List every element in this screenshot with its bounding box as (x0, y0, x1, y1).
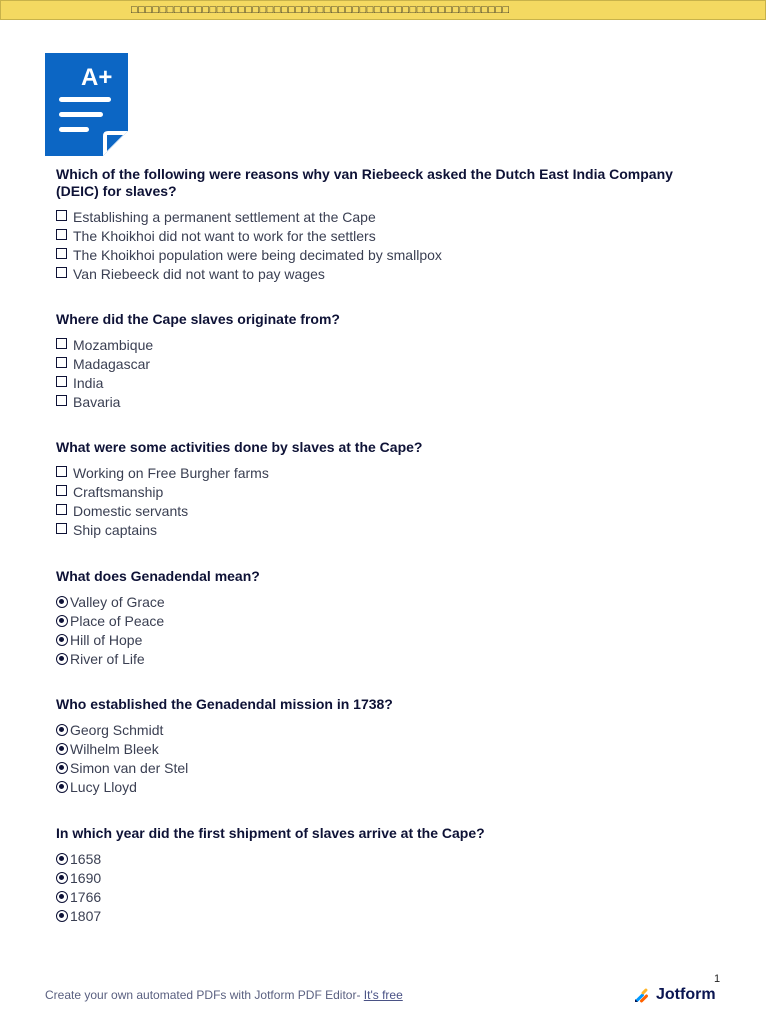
banner-text: □□□□□□□□□□□□□□□□□□□□□□□□□□□□□□□□□□□□□□□□□□□□□□□□□□□□□ (131, 4, 510, 16)
question-5 (56, 696, 696, 796)
option-label: Van Riebeeck did not want to pay wages (73, 265, 325, 282)
document-grade-a-plus-icon (45, 53, 128, 156)
checkbox-icon[interactable] (56, 210, 67, 221)
option-item[interactable] (56, 392, 696, 411)
logo-grade-text: A+ (81, 64, 113, 91)
checkbox-icon[interactable] (56, 376, 67, 387)
checkbox-icon[interactable] (56, 466, 67, 477)
checkbox-icon[interactable] (56, 338, 67, 349)
option-item[interactable] (56, 739, 696, 758)
option-label: The Khoikhoi population were being decimated by smallpox (73, 246, 442, 263)
option-label: Hill of Hope (70, 631, 143, 648)
option-label: River of Life (70, 650, 145, 667)
option-label: Place of Peace (70, 612, 165, 629)
option-label: Lucy Lloyd (70, 778, 137, 795)
question-2 (56, 311, 696, 411)
radio-icon[interactable] (56, 781, 68, 793)
brand-name: Jotform (656, 986, 716, 1003)
question-title: In which year did the first shipment of slaves arrive at the Cape? (56, 825, 485, 841)
option-item[interactable] (56, 849, 696, 868)
option-label: 1807 (70, 907, 102, 924)
option-item[interactable] (56, 592, 696, 611)
checkbox-icon[interactable] (56, 229, 67, 240)
radio-icon[interactable] (56, 762, 68, 774)
option-label: 1690 (70, 869, 102, 886)
question-title: Where did the Cape slaves originate from? (56, 311, 340, 327)
option-item[interactable] (56, 777, 696, 796)
option-label: Establishing a permanent settlement at the Cape (73, 208, 376, 225)
option-item[interactable] (56, 758, 696, 777)
radio-icon[interactable] (56, 910, 68, 922)
question-title: Which of the following were reasons why van Riebeeck asked the Dutch East India Company (DEIC) for slaves? (56, 166, 673, 199)
checkbox-icon[interactable] (56, 504, 67, 515)
radio-icon[interactable] (56, 872, 68, 884)
notice-banner (0, 0, 766, 20)
option-item[interactable] (56, 906, 696, 925)
option-label: India (73, 374, 104, 391)
radio-icon[interactable] (56, 653, 68, 665)
option-label: 1766 (70, 888, 102, 905)
option-item[interactable] (56, 226, 696, 245)
checkbox-icon[interactable] (56, 267, 67, 278)
question-title: What does Genadendal mean? (56, 568, 260, 584)
option-label: Madagascar (73, 355, 151, 372)
question-title: Who established the Genadendal mission in 1738? (56, 696, 393, 712)
option-label: Domestic servants (73, 502, 189, 519)
footer-promo (45, 988, 403, 1002)
option-label: Mozambique (73, 336, 154, 353)
option-item[interactable] (56, 630, 696, 649)
radio-icon[interactable] (56, 853, 68, 865)
jotform-logo-icon (634, 987, 650, 1003)
option-item[interactable] (56, 463, 696, 482)
its-free-link[interactable]: It's free (363, 988, 403, 1002)
radio-icon[interactable] (56, 634, 68, 646)
option-item[interactable] (56, 887, 696, 906)
footer-promo-text: Create your own automated PDFs with Jotform PDF Editor- (45, 988, 364, 1002)
option-item[interactable] (56, 354, 696, 373)
radio-icon[interactable] (56, 615, 68, 627)
option-label: 1658 (70, 850, 102, 867)
option-label: The Khoikhoi did not want to work for the settlers (73, 227, 376, 244)
checkbox-icon[interactable] (56, 248, 67, 259)
option-label: Working on Free Burgher farms (73, 464, 269, 481)
option-item[interactable] (56, 245, 696, 264)
option-item[interactable] (56, 520, 696, 539)
option-label: Wilhelm Bleek (70, 740, 159, 757)
option-item[interactable] (56, 373, 696, 392)
option-item[interactable] (56, 649, 696, 668)
radio-icon[interactable] (56, 891, 68, 903)
option-item[interactable] (56, 207, 696, 226)
checkbox-icon[interactable] (56, 523, 67, 534)
option-item[interactable] (56, 720, 696, 739)
question-1 (56, 166, 696, 283)
radio-icon[interactable] (56, 596, 68, 608)
option-item[interactable] (56, 868, 696, 887)
question-4 (56, 568, 696, 668)
option-item[interactable] (56, 264, 696, 283)
option-item[interactable] (56, 611, 696, 630)
radio-icon[interactable] (56, 743, 68, 755)
option-item[interactable] (56, 335, 696, 354)
page-number: 1 (714, 973, 721, 985)
option-label: Craftsmanship (73, 483, 164, 500)
option-label: Valley of Grace (70, 593, 165, 610)
option-label: Ship captains (73, 521, 158, 538)
question-6 (56, 825, 696, 925)
checkbox-icon[interactable] (56, 395, 67, 406)
option-label: Bavaria (73, 393, 121, 410)
jotform-brand[interactable] (634, 985, 716, 1005)
checkbox-icon[interactable] (56, 357, 67, 368)
option-item[interactable] (56, 482, 696, 501)
radio-icon[interactable] (56, 724, 68, 736)
option-label: Simon van der Stel (70, 759, 189, 776)
question-title: What were some activities done by slaves at the Cape? (56, 439, 423, 455)
option-item[interactable] (56, 501, 696, 520)
checkbox-icon[interactable] (56, 485, 67, 496)
question-3 (56, 439, 696, 539)
option-label: Georg Schmidt (70, 721, 164, 738)
